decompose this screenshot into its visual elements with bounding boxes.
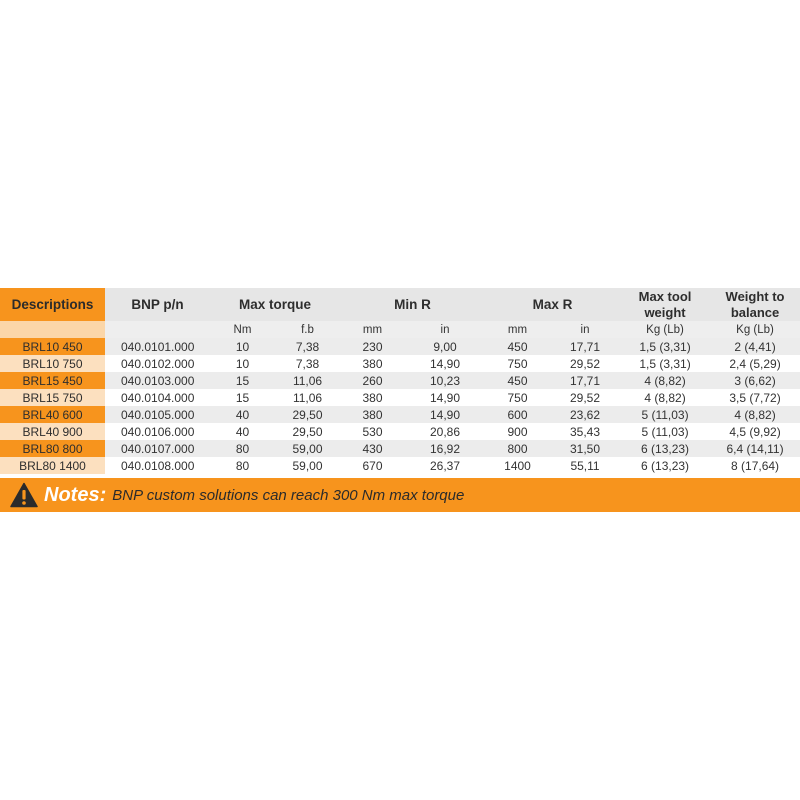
cell-tool-weight: 6 (13,23): [620, 440, 710, 457]
header-weight-to-balance-line1: Weight to: [725, 288, 785, 304]
warning-icon: [10, 482, 38, 508]
cell-balance-weight: 3,5 (7,72): [710, 389, 800, 406]
cell-maxr-mm: 1400: [485, 457, 550, 474]
unit-minr-in: in: [405, 321, 485, 338]
table-row: [0, 457, 800, 474]
cell-balance-weight: 4 (8,82): [710, 406, 800, 423]
table-row: [0, 338, 800, 355]
cell-torque-nm: 80: [210, 457, 275, 474]
cell-balance-weight: 4,5 (9,92): [710, 423, 800, 440]
header-max-torque: Max torque: [210, 288, 340, 321]
cell-description: BRL80 800: [0, 440, 105, 457]
cell-maxr-in: 29,52: [550, 355, 620, 372]
cell-minr-mm: 530: [340, 423, 405, 440]
cell-minr-in: 14,90: [405, 355, 485, 372]
table-row: [0, 355, 800, 372]
cell-maxr-in: 23,62: [550, 406, 620, 423]
cell-part-number: 040.0103.000: [105, 372, 210, 389]
spec-table-body: [0, 338, 800, 474]
cell-tool-weight: 1,5 (3,31): [620, 338, 710, 355]
cell-torque-nm: 40: [210, 423, 275, 440]
unit-maxr-in: in: [550, 321, 620, 338]
header-max-tool-weight: [620, 288, 710, 321]
cell-part-number: 040.0101.000: [105, 338, 210, 355]
cell-minr-mm: 430: [340, 440, 405, 457]
units-pn-cell: [105, 321, 210, 338]
cell-part-number: 040.0107.000: [105, 440, 210, 457]
notes-label: Notes:: [44, 483, 107, 506]
table-row: [0, 423, 800, 440]
header-weight-to-balance: [710, 288, 800, 321]
cell-torque-fb: 29,50: [275, 423, 340, 440]
units-row: [0, 321, 800, 338]
cell-part-number: 040.0102.000: [105, 355, 210, 372]
cell-torque-fb: 29,50: [275, 406, 340, 423]
cell-torque-nm: 40: [210, 406, 275, 423]
cell-minr-mm: 260: [340, 372, 405, 389]
table-row: [0, 372, 800, 389]
unit-torque-nm: Nm: [210, 321, 275, 338]
unit-torque-fb: f.b: [275, 321, 340, 338]
cell-description: BRL40 600: [0, 406, 105, 423]
cell-torque-fb: 59,00: [275, 440, 340, 457]
cell-minr-in: 20,86: [405, 423, 485, 440]
table-row: [0, 440, 800, 457]
cell-minr-in: 10,23: [405, 372, 485, 389]
cell-balance-weight: 8 (17,64): [710, 457, 800, 474]
cell-torque-nm: 15: [210, 389, 275, 406]
cell-tool-weight: 5 (11,03): [620, 406, 710, 423]
cell-tool-weight: 1,5 (3,31): [620, 355, 710, 372]
cell-torque-fb: 11,06: [275, 389, 340, 406]
cell-minr-mm: 670: [340, 457, 405, 474]
cell-maxr-mm: 600: [485, 406, 550, 423]
cell-maxr-in: 17,71: [550, 372, 620, 389]
cell-torque-nm: 10: [210, 355, 275, 372]
cell-torque-fb: 59,00: [275, 457, 340, 474]
cell-minr-in: 14,90: [405, 406, 485, 423]
spec-table: [0, 288, 800, 474]
cell-maxr-mm: 900: [485, 423, 550, 440]
cell-tool-weight: 6 (13,23): [620, 457, 710, 474]
notes-bar: [0, 478, 800, 512]
cell-minr-in: 16,92: [405, 440, 485, 457]
header-min-r: Min R: [340, 288, 485, 321]
unit-minr-mm: mm: [340, 321, 405, 338]
cell-minr-in: 9,00: [405, 338, 485, 355]
cell-maxr-mm: 750: [485, 389, 550, 406]
cell-description: BRL10 450: [0, 338, 105, 355]
cell-minr-mm: 380: [340, 389, 405, 406]
cell-balance-weight: 3 (6,62): [710, 372, 800, 389]
cell-balance-weight: 2,4 (5,29): [710, 355, 800, 372]
cell-balance-weight: 6,4 (14,11): [710, 440, 800, 457]
cell-part-number: 040.0104.000: [105, 389, 210, 406]
cell-maxr-mm: 750: [485, 355, 550, 372]
header-descriptions: Descriptions: [0, 288, 105, 321]
cell-description: BRL10 750: [0, 355, 105, 372]
units-desc-cell: [0, 321, 105, 338]
cell-maxr-in: 35,43: [550, 423, 620, 440]
cell-maxr-in: 17,71: [550, 338, 620, 355]
cell-tool-weight: 4 (8,82): [620, 372, 710, 389]
table-row: [0, 406, 800, 423]
cell-minr-mm: 230: [340, 338, 405, 355]
cell-description: BRL80 1400: [0, 457, 105, 474]
cell-torque-fb: 7,38: [275, 338, 340, 355]
cell-description: BRL15 750: [0, 389, 105, 406]
table-row: [0, 389, 800, 406]
header-bnp-pn: BNP p/n: [105, 288, 210, 321]
cell-description: BRL15 450: [0, 372, 105, 389]
cell-minr-mm: 380: [340, 355, 405, 372]
cell-maxr-mm: 450: [485, 372, 550, 389]
notes-text: BNP custom solutions can reach 300 Nm max torque: [112, 486, 465, 504]
spec-table-container: [0, 288, 800, 474]
cell-torque-nm: 80: [210, 440, 275, 457]
header-max-tool-weight-line2: weight: [644, 304, 686, 320]
header-max-tool-weight-line1: Max tool: [638, 288, 692, 304]
cell-torque-nm: 10: [210, 338, 275, 355]
header-row: [0, 288, 800, 321]
cell-maxr-in: 31,50: [550, 440, 620, 457]
cell-torque-fb: 7,38: [275, 355, 340, 372]
cell-maxr-mm: 800: [485, 440, 550, 457]
unit-balance-weight: Kg (Lb): [710, 321, 800, 338]
cell-part-number: 040.0105.000: [105, 406, 210, 423]
cell-tool-weight: 5 (11,03): [620, 423, 710, 440]
cell-balance-weight: 2 (4,41): [710, 338, 800, 355]
cell-minr-in: 14,90: [405, 389, 485, 406]
header-weight-to-balance-line2: balance: [730, 304, 780, 320]
cell-minr-mm: 380: [340, 406, 405, 423]
cell-maxr-in: 55,11: [550, 457, 620, 474]
cell-maxr-mm: 450: [485, 338, 550, 355]
cell-torque-fb: 11,06: [275, 372, 340, 389]
unit-maxr-mm: mm: [485, 321, 550, 338]
unit-tool-weight: Kg (Lb): [620, 321, 710, 338]
cell-part-number: 040.0106.000: [105, 423, 210, 440]
cell-minr-in: 26,37: [405, 457, 485, 474]
cell-tool-weight: 4 (8,82): [620, 389, 710, 406]
cell-description: BRL40 900: [0, 423, 105, 440]
cell-torque-nm: 15: [210, 372, 275, 389]
cell-maxr-in: 29,52: [550, 389, 620, 406]
header-max-r: Max R: [485, 288, 620, 321]
cell-part-number: 040.0108.000: [105, 457, 210, 474]
